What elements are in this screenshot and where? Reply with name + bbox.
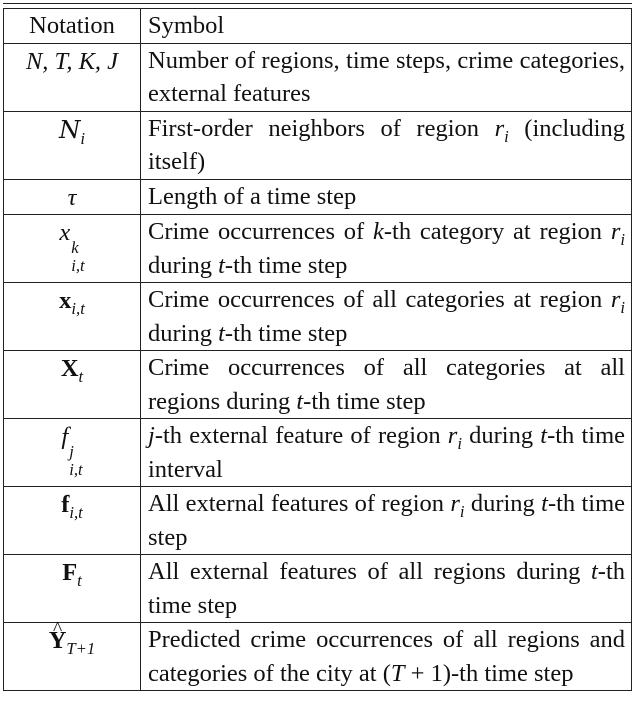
notation-cell: $F_t$ [4, 555, 141, 623]
notation-cell: f j i,t [4, 419, 141, 487]
symbol-cell: All external features of all regions during t-th time step [141, 555, 632, 623]
top-rule [3, 3, 632, 4]
table-row [4, 419, 632, 487]
notation-cell: x k i,t [4, 215, 141, 283]
symbol-cell: j-th external feature of region $r_i$ during t-th time interval [141, 419, 632, 487]
notation-cell: N, T, K, J [4, 43, 141, 111]
symbol-header: Symbol [141, 9, 632, 44]
table-row [4, 43, 632, 111]
symbol-cell: Crime occurrences of all categories at all regions during t-th time step [141, 351, 632, 419]
notation-cell: $f_{i,t}$ [4, 487, 141, 555]
table-row [4, 111, 632, 179]
table-row [4, 487, 632, 555]
symbol-cell: All external features of region $r_i$ during t-th time step [141, 487, 632, 555]
notation-cell: $N_i$ [4, 111, 141, 179]
table-row [4, 555, 632, 623]
notation-cell: τ [4, 179, 141, 215]
symbol-cell: Number of regions, time steps, crime categories, external features [141, 43, 632, 111]
notation-cell: $x_{i,t}$ [4, 283, 141, 351]
notation-header: Notation [4, 9, 141, 44]
table-row [4, 215, 632, 283]
table-row [4, 623, 632, 691]
notation-table [3, 8, 632, 691]
notation-cell: ^ $Y_{T+1}$ [4, 623, 141, 691]
table-row [4, 179, 632, 215]
table-row [4, 283, 632, 351]
header-row [4, 9, 632, 44]
symbol-cell: First-order neighbors of region $r_i$ (including itself) [141, 111, 632, 179]
symbol-cell: Crime occurrences of k-th category at region $r_i$ during t-th time step [141, 215, 632, 283]
table-row [4, 351, 632, 419]
symbol-cell: Predicted crime occurrences of all regions and categories of the city at (T + 1)-th time step [141, 623, 632, 691]
symbol-cell: Crime occurrences of all categories at region $r_i$ during t-th time step [141, 283, 632, 351]
notation-cell: $X_t$ [4, 351, 141, 419]
symbol-cell: Length of a time step [141, 179, 632, 215]
